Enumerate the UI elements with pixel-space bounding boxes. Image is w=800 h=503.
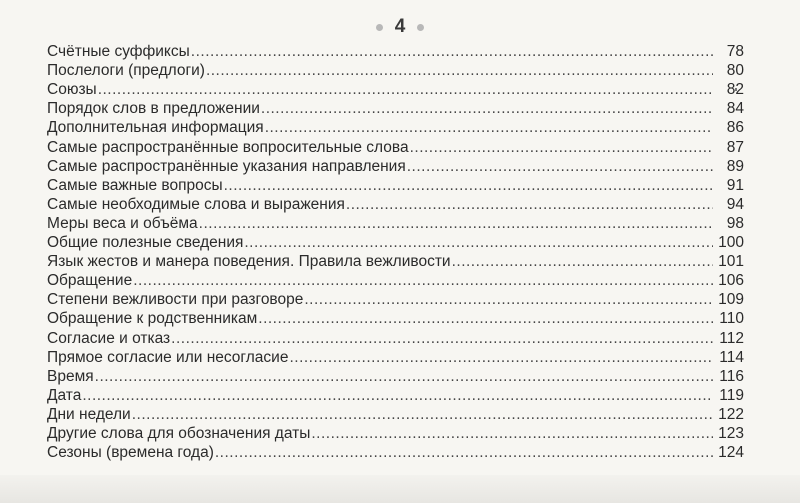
toc-entry[interactable] — [47, 98, 744, 117]
toc-entry[interactable] — [47, 213, 744, 232]
toc-entry-title: Дата — [47, 386, 82, 404]
toc-entry-page: 82 — [726, 81, 744, 99]
dot-leader — [410, 139, 713, 156]
toc-entry[interactable] — [47, 117, 744, 136]
toc-entry-title: Степени вежливости при разговоре — [47, 291, 304, 309]
toc-entry-page: 110 — [719, 310, 744, 328]
toc-entry[interactable] — [47, 79, 744, 98]
toc-entry-title: Самые распространённые указания направления — [47, 157, 406, 175]
dot-leader — [206, 62, 713, 79]
dot-leader — [311, 425, 713, 442]
toc-entry[interactable] — [47, 404, 744, 423]
dot-leader — [304, 291, 713, 308]
toc-entry-page: 112 — [719, 329, 744, 347]
toc-entry-page: 116 — [719, 367, 744, 385]
toc-entry-page: 122 — [718, 405, 744, 423]
dot-leader — [199, 215, 713, 232]
toc-entry-page: 124 — [718, 444, 744, 462]
toc-entry[interactable] — [47, 347, 744, 366]
dot-leader — [191, 43, 713, 60]
toc-entry-page: 78 — [726, 43, 744, 61]
toc-entry-title: Сезоны (времена года) — [47, 444, 214, 462]
dot-leader — [261, 100, 713, 117]
dot-leader — [258, 310, 713, 327]
toc-entry-title: Другие слова для обозначения даты — [47, 424, 311, 442]
toc-entry[interactable] — [47, 175, 744, 194]
toc-entry[interactable] — [47, 232, 744, 251]
toc-entry-page: 114 — [719, 348, 744, 366]
toc-entry-title: Общие полезные сведения — [47, 234, 244, 252]
toc-entry-title: Самые необходимые слова и выражения — [47, 195, 345, 213]
toc-entry-page: 106 — [718, 272, 744, 290]
toc-entry[interactable] — [47, 194, 744, 213]
toc-entry-page: 101 — [718, 253, 744, 271]
toc-entry[interactable] — [47, 270, 744, 289]
dot-leader — [289, 349, 713, 366]
page-header — [0, 14, 800, 40]
toc-entry-page: 119 — [719, 386, 744, 404]
dot-leader — [95, 368, 713, 385]
dot-leader — [215, 444, 713, 461]
toc-entry-page: 86 — [726, 119, 744, 137]
toc-entry-title: Прямое согласие или несогласие — [47, 348, 289, 366]
toc-entry[interactable] — [47, 251, 744, 270]
dot-leader — [132, 406, 713, 423]
toc-entry-title: Послелоги (предлоги) — [47, 62, 205, 80]
toc-entry-title: Самые важные вопросы — [47, 176, 223, 194]
dot-leader — [224, 177, 713, 194]
dot-leader — [407, 158, 713, 175]
toc-entry[interactable] — [47, 41, 744, 60]
toc-entry-page: 87 — [726, 138, 744, 156]
page-fold-shadow — [0, 475, 800, 503]
dot-leader — [244, 234, 713, 251]
toc-entry[interactable] — [47, 289, 744, 308]
dot-leader — [98, 81, 713, 98]
toc-entry-page: 89 — [726, 157, 744, 175]
toc-entry-title: Самые распространённые вопросительные слова — [47, 138, 409, 156]
dot-leader — [265, 119, 713, 136]
toc-entry-title: Союзы — [47, 81, 97, 99]
toc-entry[interactable] — [47, 423, 744, 442]
toc-entry-title: Язык жестов и манера поведения. Правила вежливости — [47, 253, 451, 271]
toc-entry-title: Порядок слов в предложении — [47, 100, 260, 118]
toc-entry-page: 109 — [718, 291, 744, 309]
table-of-contents — [47, 41, 744, 461]
toc-entry[interactable] — [47, 60, 744, 79]
dot-leader — [133, 272, 713, 289]
toc-entry-title: Меры веса и объёма — [47, 214, 198, 232]
toc-entry[interactable] — [47, 136, 744, 155]
toc-entry-page: 98 — [726, 214, 744, 232]
dot-leader — [346, 196, 713, 213]
bullet-dot-icon — [376, 24, 383, 31]
dot-leader — [452, 253, 713, 270]
toc-entry[interactable] — [47, 366, 744, 385]
toc-entry-title: Дополнительная информация — [47, 119, 264, 137]
bullet-dot-icon — [417, 24, 424, 31]
toc-entry-page: 80 — [726, 62, 744, 80]
toc-entry-title: Время — [47, 367, 94, 385]
toc-entry[interactable] — [47, 327, 744, 346]
toc-entry-page: 94 — [726, 195, 744, 213]
toc-entry-title: Дни недели — [47, 405, 131, 423]
dot-leader — [82, 387, 713, 404]
toc-entry-title: Согласие и отказ — [47, 329, 171, 347]
toc-entry-page: 123 — [718, 424, 744, 442]
toc-entry[interactable] — [47, 308, 744, 327]
toc-entry-title: Счётные суффиксы — [47, 43, 190, 61]
toc-entry-page: 91 — [726, 176, 744, 194]
toc-entry[interactable] — [47, 156, 744, 175]
toc-entry-title: Обращение — [47, 272, 133, 290]
toc-entry-title: Обращение к родственникам — [47, 310, 258, 328]
page-number: 4 — [394, 16, 406, 37]
toc-entry[interactable] — [47, 385, 744, 404]
toc-entry[interactable] — [47, 442, 744, 461]
toc-entry-page: 84 — [726, 100, 744, 118]
toc-entry-page: 100 — [718, 234, 744, 252]
dot-leader — [171, 330, 713, 347]
